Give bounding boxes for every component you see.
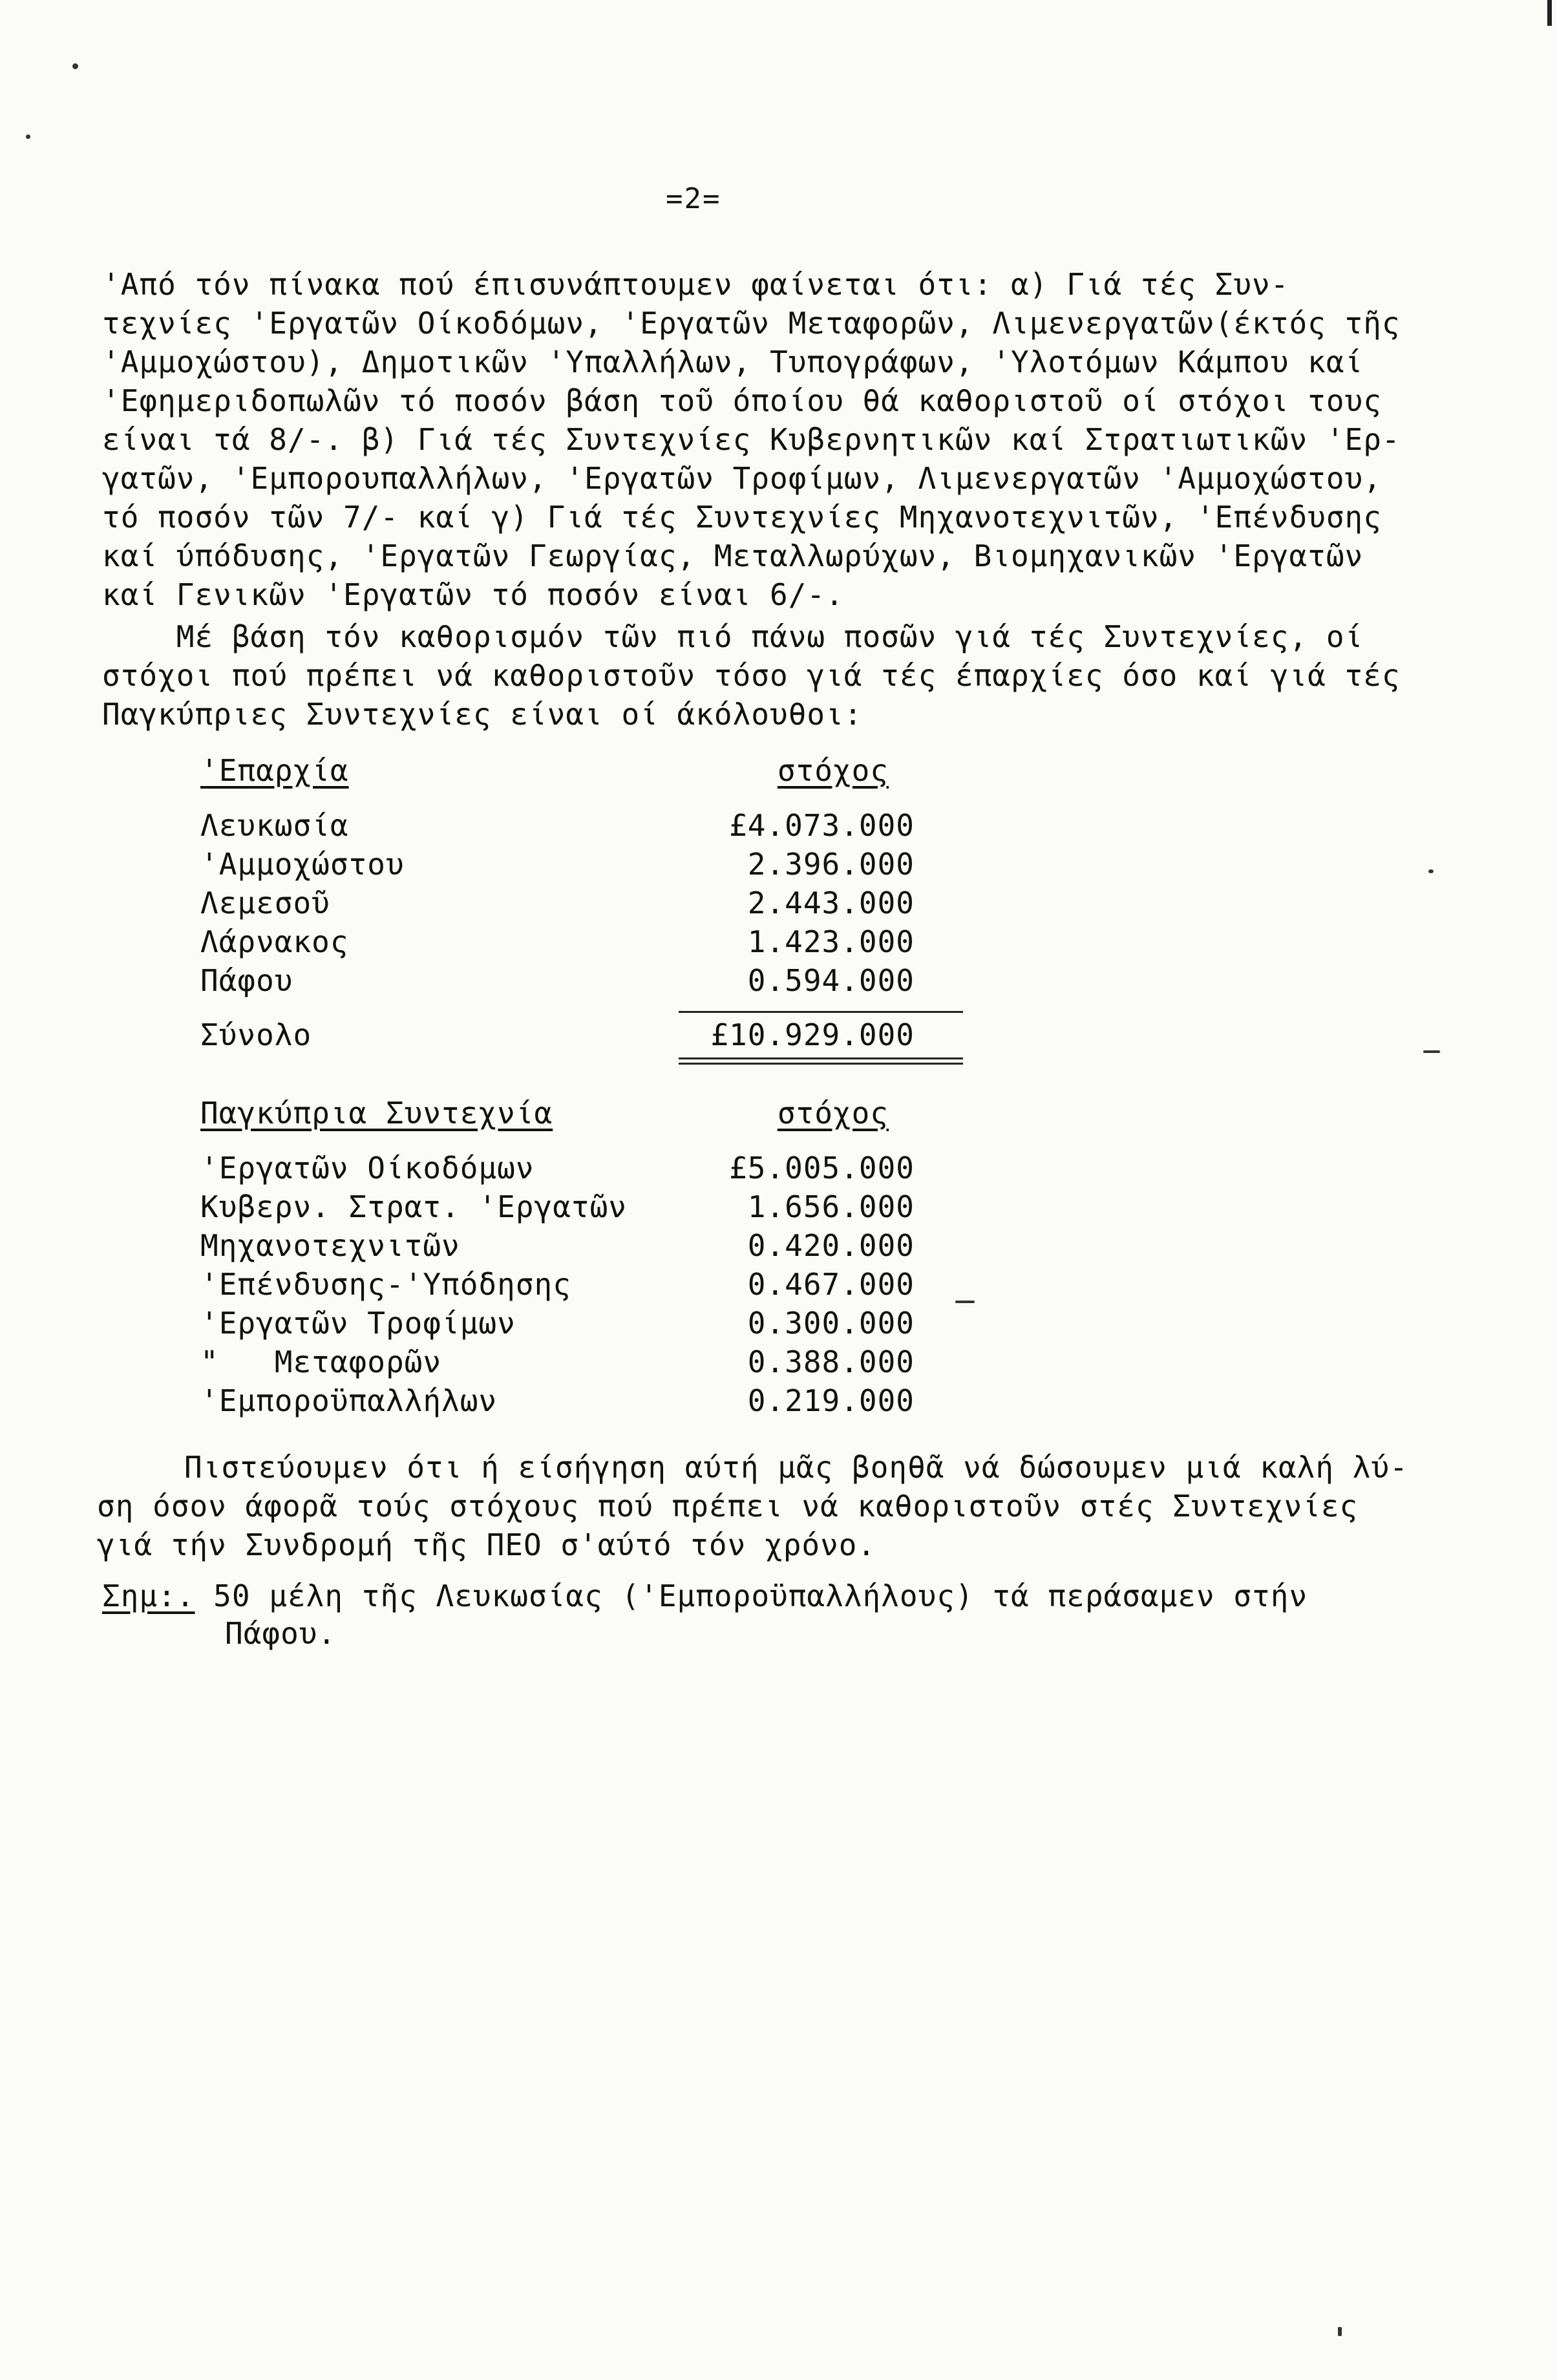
union-target: 0.219.000 <box>747 1383 915 1418</box>
table-row <box>200 847 976 886</box>
closing-paragraph <box>97 1448 1509 1564</box>
table-row <box>200 808 976 847</box>
paragraph-line: καί Γενικῶν 'Εργατῶν τό ποσόν είναι 6/-. <box>102 577 844 612</box>
footnote-line <box>102 1577 1308 1615</box>
union-name: Κυβερν. Στρατ. 'Εργατῶν <box>200 1189 627 1224</box>
footnote-label: Σημ:. <box>102 1578 195 1613</box>
footnote-text: 50 μέλη τῆς Λευκωσίας ('Εμποροϋπαλλήλους) τά περάσαμεν στήν <box>195 1578 1308 1613</box>
column-header-union: Παγκύπρια Συντεχνία <box>200 1096 553 1131</box>
district-target: 1.423.000 <box>747 924 915 959</box>
scan-speck <box>72 63 78 69</box>
paragraph-line: τεχνίες 'Εργατῶν Οίκοδόμων, 'Εργατῶν Μεταφορῶν, Λιμενεργατῶν(έκτός τῆς <box>102 306 1401 341</box>
district-name: Λευκωσία <box>200 808 349 843</box>
table-header-row <box>200 1096 976 1134</box>
table-row <box>200 1151 976 1189</box>
union-name: 'Εργατῶν Τροφίμων <box>200 1306 516 1341</box>
district-name: Λάρνακος <box>200 924 349 959</box>
paragraph-line: 'Αμμοχώστου), Δημοτικῶν 'Υπαλλήλων, Τυπογράφων, 'Υλοτόμων Κάμπου καί <box>102 345 1364 379</box>
union-name: 'Εργατῶν Οίκοδόμων <box>200 1151 535 1185</box>
column-header-district: 'Επαρχία <box>200 753 349 788</box>
table-row <box>200 1189 976 1228</box>
district-targets-table <box>200 753 976 1056</box>
union-target: 0.300.000 <box>747 1306 915 1341</box>
paragraph-line: 'Εφημεριδοπωλῶν τό ποσόν βάση τοῦ όποίου θά καθοριστοῦ οί στόχοι τους <box>102 383 1382 418</box>
table-row <box>200 1383 976 1422</box>
table-row <box>200 1267 976 1306</box>
paragraph-line: Παγκύπριες Συντεχνίες είναι οί άκόλουθοι: <box>102 697 863 732</box>
union-targets-table <box>200 1096 976 1422</box>
union-name: " Μεταφορῶν <box>200 1344 442 1379</box>
intro-paragraph <box>102 265 1485 614</box>
scan-edge-mark <box>1547 0 1552 26</box>
total-rule-bottom <box>679 1057 963 1059</box>
scan-speck <box>1338 2327 1342 2336</box>
column-header-target: στόχος <box>777 753 889 788</box>
table-row <box>200 886 976 924</box>
union-target: £5.005.000 <box>729 1151 915 1185</box>
district-target: 2.443.000 <box>747 886 915 920</box>
union-name: Μηχανοτεχνιτῶν <box>200 1228 460 1263</box>
scan-speck <box>1428 869 1434 873</box>
total-value: £10.929.000 <box>710 1017 915 1052</box>
district-target: £4.073.000 <box>729 808 915 843</box>
district-target: 0.594.000 <box>747 963 915 998</box>
paragraph-line: είναι τά 8/-. β) Γιά τές Συντεχνίες Κυβερνητικῶν καί Στρατιωτικῶν 'Ερ- <box>102 422 1401 457</box>
table-header-row <box>200 753 976 792</box>
paragraph-line: ση όσον άφορᾶ τούς στόχους πού πρέπει νά καθοριστοῦν στές Συντεχνίες <box>97 1489 1359 1524</box>
paragraph-line: τό ποσόν τῶν 7/- καί γ) Γιά τές Συντεχνίες Μηχανοτεχνιτῶν, 'Επένδυσης <box>102 500 1382 535</box>
footnote <box>102 1577 1308 1652</box>
scan-speck <box>1423 1050 1440 1053</box>
paragraph-line: στόχοι πού πρέπει νά καθοριστοῦν τόσο γιά τές έπαρχίες όσο καί γιά τές <box>102 658 1401 693</box>
union-target: 0.388.000 <box>747 1344 915 1379</box>
district-name: 'Αμμοχώστου <box>200 847 405 882</box>
paragraph-line: Μέ βάση τόν καθορισμόν τῶν πιό πάνω ποσῶν γιά τές Συντεχνίες, οί <box>102 619 1364 654</box>
union-name: 'Επένδυσης-'Υπόδησης <box>200 1267 571 1302</box>
table-total-row <box>200 1017 976 1056</box>
basis-paragraph <box>102 617 1485 734</box>
union-target: 1.656.000 <box>747 1189 915 1224</box>
total-rule-top <box>679 1011 963 1013</box>
table-row <box>200 1228 976 1267</box>
footnote-continuation: Πάφου. <box>225 1616 337 1651</box>
table-row <box>200 963 976 1002</box>
paragraph-line: γατῶν, 'Εμπορουπαλλήλων, 'Εργατῶν Τροφίμων, Λιμενεργατῶν 'Αμμοχώστου, <box>102 461 1382 496</box>
union-name: 'Εμποροϋπαλλήλων <box>200 1383 498 1418</box>
paragraph-line: γιά τήν Συνδρομή τῆς ΠΕΟ σ'αύτό τόν χρόνο. <box>97 1527 876 1562</box>
table-row <box>200 1306 976 1344</box>
page-number: =2= <box>666 182 721 215</box>
paragraph-line: 'Από τόν πίνακα πού έπισυνάπτουμεν φαίνεται ότι: α) Γιά τές Συν- <box>102 267 1289 302</box>
total-label: Σύνολο <box>200 1017 312 1052</box>
district-name: Πάφου <box>200 963 293 998</box>
column-header-target: στόχος <box>777 1096 889 1131</box>
table-row <box>200 1344 976 1383</box>
district-target: 2.396.000 <box>747 847 915 882</box>
table-row <box>200 924 976 963</box>
total-rule-bottom-double <box>679 1063 963 1065</box>
union-target: 0.467.000 <box>747 1267 915 1302</box>
scan-speck <box>26 134 30 139</box>
paragraph-line: Πιστεύουμεν ότι ή είσήγηση αύτή μᾶς βοηθᾶ νά δώσουμεν μιά καλή λύ- <box>184 1450 1408 1485</box>
union-target: 0.420.000 <box>747 1228 915 1263</box>
district-name: Λεμεσοῦ <box>200 886 330 920</box>
paragraph-line: καί ύπόδυσης, 'Εργατῶν Γεωργίας, Μεταλλωρύχων, Βιομηχανικῶν 'Εργατῶν <box>102 538 1364 573</box>
